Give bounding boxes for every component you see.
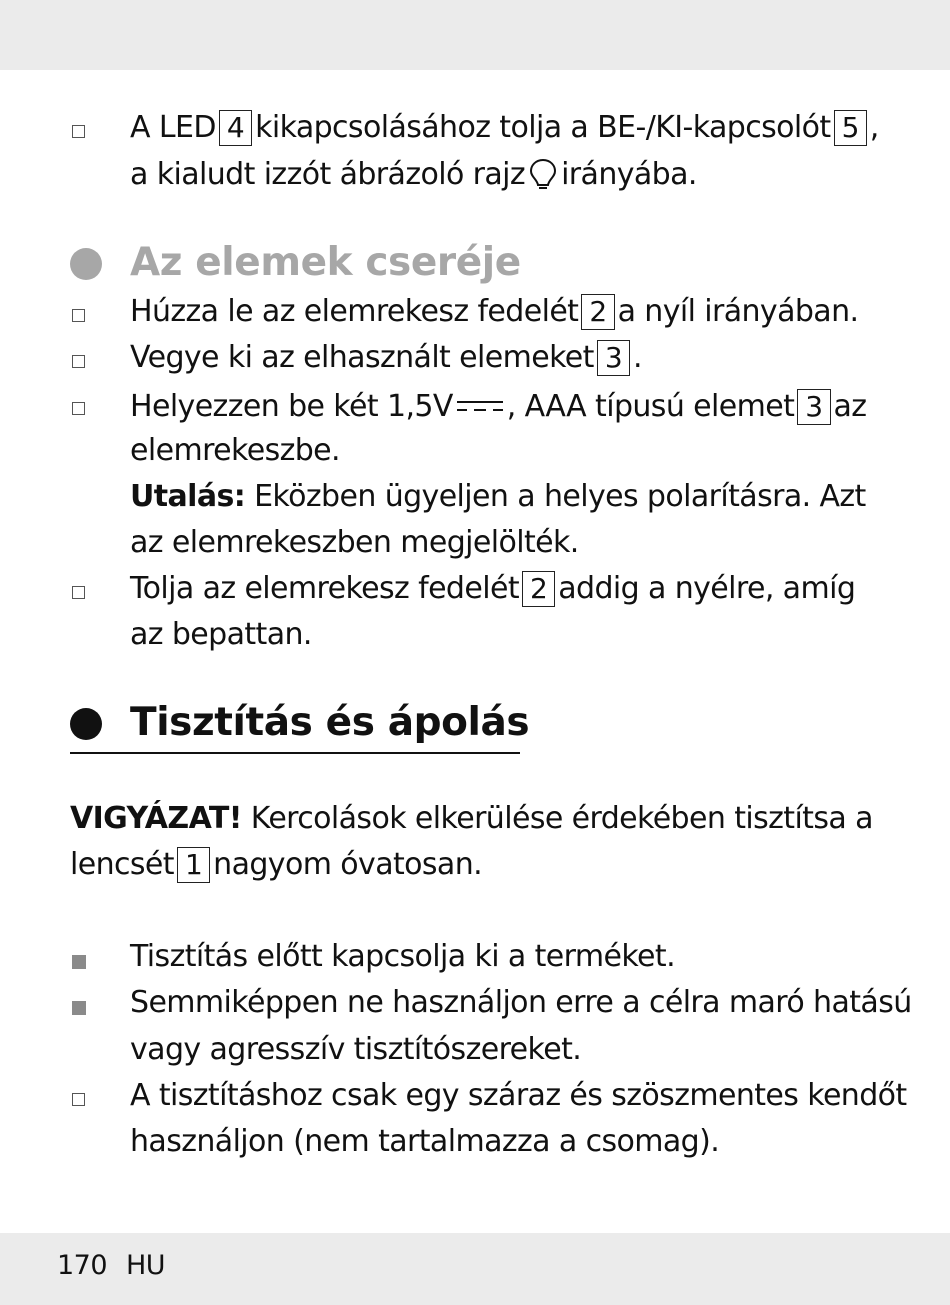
section-heading-cleaning: Tisztítás és ápolás <box>130 700 530 745</box>
part-ref-4: 4 <box>219 110 252 146</box>
warning-label: VIGYÁZAT! <box>70 801 242 836</box>
instruction-led-off-line1: A LED 4 kikapcsolásához tolja a BE-/KI-kapcsolót 5 , <box>130 110 879 145</box>
part-ref-2: 2 <box>581 294 614 330</box>
section-heading-battery-replacement: Az elemek cseréje <box>130 240 521 285</box>
heading-dot-icon <box>70 248 102 280</box>
cleaning-no-aggressive-line1: Semmiképpen ne használjon erre a célra maró hatású <box>130 985 912 1020</box>
note-label: Utalás: <box>130 479 246 514</box>
language-code: HU <box>126 1250 166 1281</box>
light-bulb-outline-icon <box>529 158 557 199</box>
instruction-remove-batteries: Vegye ki az elhasznált elemeket 3 . <box>130 340 642 375</box>
part-ref-2: 2 <box>522 571 555 607</box>
part-ref-3: 3 <box>597 340 630 376</box>
footer-band <box>0 1233 950 1305</box>
instruction-remove-cover: Húzza le az elemrekesz fedelét 2 a nyíl irányában. <box>130 294 859 329</box>
dc-voltage-symbol-icon <box>455 387 505 423</box>
bullet-square-outline <box>72 586 85 599</box>
instruction-insert-batteries-line1: Helyezzen be két 1,5V , AAA típusú elemet 3 az <box>130 389 867 424</box>
warning-line1: VIGYÁZAT! Kercolások elkerülése érdekében tisztítsa a <box>70 801 873 836</box>
cleaning-no-aggressive-line2: vagy agresszív tisztítószereket. <box>130 1032 582 1067</box>
part-ref-5: 5 <box>834 110 867 146</box>
bullet-square-filled <box>72 955 86 969</box>
heading-dot-icon <box>70 708 102 740</box>
bullet-square-outline <box>72 402 85 415</box>
bullet-square-filled <box>72 1001 86 1015</box>
warning-line2: lencsét 1 nagyom óvatosan. <box>70 847 483 882</box>
bullet-square-outline <box>72 125 85 138</box>
note-polarity-line2: az elemrekeszben megjelölték. <box>130 525 579 560</box>
bullet-square-outline <box>72 309 85 322</box>
instruction-close-cover-line2: az bepattan. <box>130 617 312 652</box>
cleaning-cloth-line2: használjon (nem tartalmazza a csomag). <box>130 1124 720 1159</box>
cleaning-switch-off: Tisztítás előtt kapcsolja ki a terméket. <box>130 939 676 974</box>
cleaning-cloth-line1: A tisztításhoz csak egy száraz és szöszmentes kendőt <box>130 1078 907 1113</box>
part-ref-1: 1 <box>177 847 210 883</box>
note-polarity-line1: Utalás: Eközben ügyeljen a helyes polarításra. Azt <box>130 479 866 514</box>
instruction-led-off-line2: a kialudt izzót ábrázoló rajz irányába. <box>130 157 697 199</box>
heading-underline <box>70 752 520 754</box>
instruction-close-cover-line1: Tolja az elemrekesz fedelét 2 addig a nyélre, amíg <box>130 571 856 606</box>
top-band <box>0 0 950 70</box>
part-ref-3: 3 <box>797 389 830 425</box>
page-number: 170 <box>57 1250 108 1281</box>
bullet-square-outline <box>72 1093 85 1106</box>
instruction-insert-batteries-line2: elemrekeszbe. <box>130 433 340 468</box>
bullet-square-outline <box>72 355 85 368</box>
